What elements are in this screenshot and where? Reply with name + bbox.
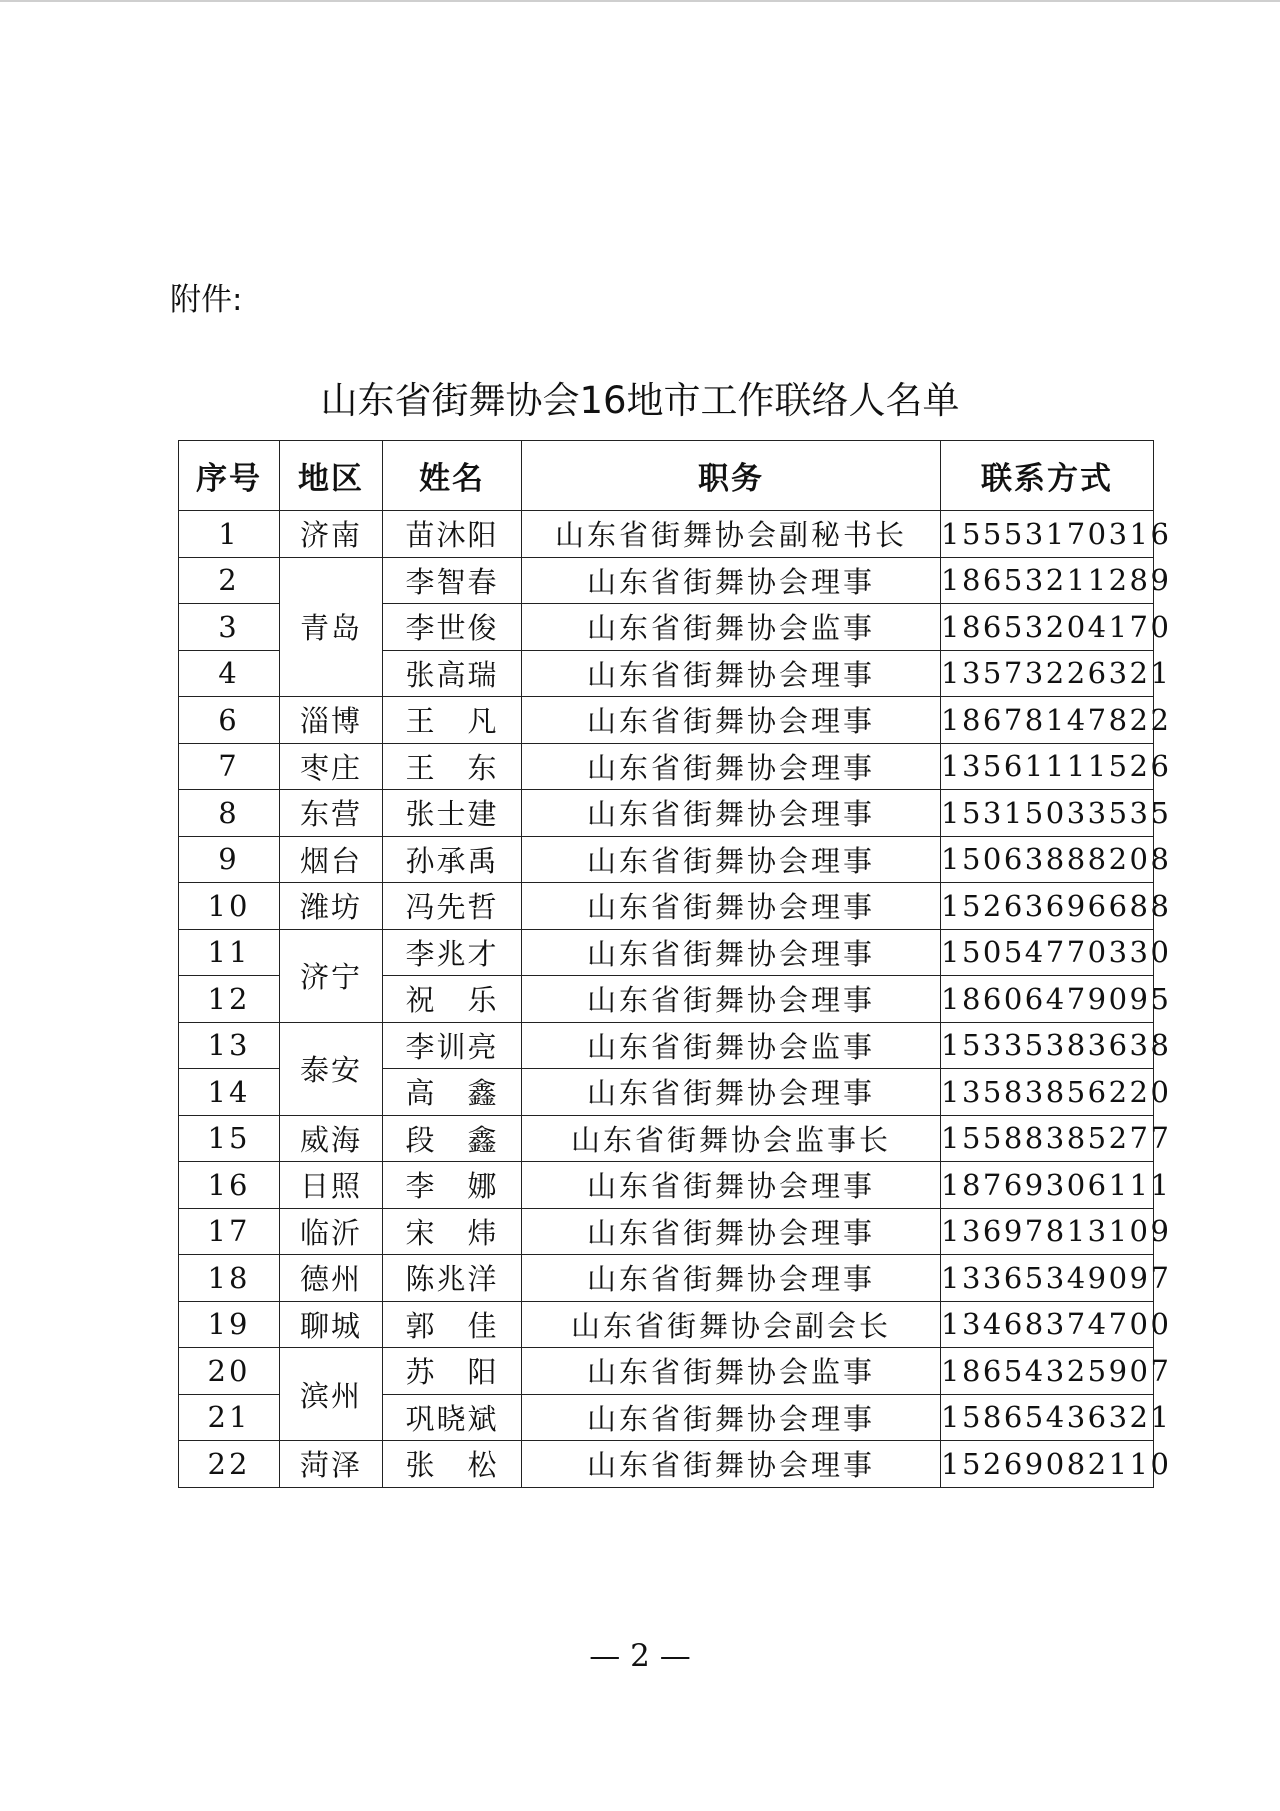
row-name: 苗沐阳 — [383, 511, 522, 558]
table-row — [179, 1348, 1154, 1395]
row-position: 山东省街舞协会理事 — [522, 790, 941, 837]
row-name: 苏 阳 — [383, 1348, 522, 1395]
row-no: 4 — [179, 650, 280, 697]
row-name: 祝 乐 — [383, 976, 522, 1023]
row-region: 德州 — [280, 1255, 383, 1302]
row-contact: 13561111526 — [941, 743, 1154, 790]
row-name: 李兆才 — [383, 929, 522, 976]
row-position: 山东省街舞协会理事 — [522, 1069, 941, 1116]
row-contact: 15315033535 — [941, 790, 1154, 837]
row-region: 泰安 — [280, 1022, 383, 1115]
row-no: 16 — [179, 1162, 280, 1209]
row-contact: 13468374700 — [941, 1301, 1154, 1348]
row-name: 王 凡 — [383, 697, 522, 744]
row-name: 张 松 — [383, 1441, 522, 1488]
header-no: 序号 — [179, 441, 280, 511]
row-name: 冯先哲 — [383, 883, 522, 930]
row-region: 青岛 — [280, 557, 383, 697]
row-name: 陈兆洋 — [383, 1255, 522, 1302]
row-no: 8 — [179, 790, 280, 837]
row-no: 18 — [179, 1255, 280, 1302]
table-row — [179, 1115, 1154, 1162]
row-position: 山东省街舞协会理事 — [522, 976, 941, 1023]
header-contact: 联系方式 — [941, 441, 1154, 511]
document-title: 山东省街舞协会16地市工作联络人名单 — [320, 379, 960, 422]
table-row — [179, 1162, 1154, 1209]
table-row — [179, 929, 1154, 976]
row-no: 21 — [179, 1394, 280, 1441]
row-name: 李训亮 — [383, 1022, 522, 1069]
row-region: 滨州 — [280, 1348, 383, 1441]
row-position: 山东省街舞协会理事 — [522, 697, 941, 744]
row-position: 山东省街舞协会理事 — [522, 929, 941, 976]
row-region: 威海 — [280, 1115, 383, 1162]
row-position: 山东省街舞协会理事 — [522, 557, 941, 604]
row-name: 段 鑫 — [383, 1115, 522, 1162]
row-region: 济南 — [280, 511, 383, 558]
row-no: 11 — [179, 929, 280, 976]
row-name: 郭 佳 — [383, 1301, 522, 1348]
row-no: 20 — [179, 1348, 280, 1395]
table-row — [179, 1441, 1154, 1488]
header-region: 地区 — [280, 441, 383, 511]
table-header-row — [179, 441, 1154, 511]
row-position: 山东省街舞协会理事 — [522, 1255, 941, 1302]
row-name: 张高瑞 — [383, 650, 522, 697]
row-position: 山东省街舞协会监事 — [522, 604, 941, 651]
row-contact: 15063888208 — [941, 836, 1154, 883]
row-name: 李智春 — [383, 557, 522, 604]
row-no: 15 — [179, 1115, 280, 1162]
row-no: 7 — [179, 743, 280, 790]
row-region: 日照 — [280, 1162, 383, 1209]
row-region: 潍坊 — [280, 883, 383, 930]
table-row — [179, 1255, 1154, 1302]
row-position: 山东省街舞协会副会长 — [522, 1301, 941, 1348]
header-position: 职务 — [522, 441, 941, 511]
row-contact: 18654325907 — [941, 1348, 1154, 1395]
row-name: 张士建 — [383, 790, 522, 837]
row-name: 王 东 — [383, 743, 522, 790]
row-no: 1 — [179, 511, 280, 558]
row-contact: 15588385277 — [941, 1115, 1154, 1162]
row-contact: 18678147822 — [941, 697, 1154, 744]
row-position: 山东省街舞协会理事 — [522, 1441, 941, 1488]
row-position: 山东省街舞协会理事 — [522, 836, 941, 883]
row-position: 山东省街舞协会理事 — [522, 743, 941, 790]
row-contact: 15865436321 — [941, 1394, 1154, 1441]
row-no: 17 — [179, 1208, 280, 1255]
table-row — [179, 883, 1154, 930]
page-number: — 2 — — [589, 1638, 691, 1674]
row-position: 山东省街舞协会理事 — [522, 1208, 941, 1255]
row-name: 李 娜 — [383, 1162, 522, 1209]
row-position: 山东省街舞协会理事 — [522, 883, 941, 930]
row-position: 山东省街舞协会理事 — [522, 1394, 941, 1441]
table-row — [179, 511, 1154, 558]
row-contact: 13573226321 — [941, 650, 1154, 697]
header-name: 姓名 — [383, 441, 522, 511]
row-no: 2 — [179, 557, 280, 604]
row-no: 22 — [179, 1441, 280, 1488]
table-row — [179, 1022, 1154, 1069]
table-row — [179, 836, 1154, 883]
row-contact: 15553170316 — [941, 511, 1154, 558]
row-contact: 18769306111 — [941, 1162, 1154, 1209]
row-region: 淄博 — [280, 697, 383, 744]
row-contact: 15335383638 — [941, 1022, 1154, 1069]
row-region: 菏泽 — [280, 1441, 383, 1488]
row-region: 聊城 — [280, 1301, 383, 1348]
table-row — [179, 790, 1154, 837]
row-contact: 15263696688 — [941, 883, 1154, 930]
row-no: 13 — [179, 1022, 280, 1069]
table-row — [179, 697, 1154, 744]
row-contact: 18606479095 — [941, 976, 1154, 1023]
row-position: 山东省街舞协会理事 — [522, 650, 941, 697]
attachment-label: 附件: — [170, 282, 243, 318]
table-row — [179, 743, 1154, 790]
row-name: 巩晓斌 — [383, 1394, 522, 1441]
row-contact: 15269082110 — [941, 1441, 1154, 1488]
row-no: 19 — [179, 1301, 280, 1348]
table-row — [179, 557, 1154, 604]
row-contact: 13697813109 — [941, 1208, 1154, 1255]
row-no: 10 — [179, 883, 280, 930]
row-no: 3 — [179, 604, 280, 651]
row-contact: 15054770330 — [941, 929, 1154, 976]
row-contact: 18653211289 — [941, 557, 1154, 604]
row-position: 山东省街舞协会监事 — [522, 1022, 941, 1069]
table-row — [179, 1301, 1154, 1348]
row-name: 高 鑫 — [383, 1069, 522, 1116]
table-row — [179, 1208, 1154, 1255]
row-region: 烟台 — [280, 836, 383, 883]
row-name: 宋 炜 — [383, 1208, 522, 1255]
row-position: 山东省街舞协会副秘书长 — [522, 511, 941, 558]
row-region: 枣庄 — [280, 743, 383, 790]
row-contact: 18653204170 — [941, 604, 1154, 651]
row-no: 6 — [179, 697, 280, 744]
row-region: 济宁 — [280, 929, 383, 1022]
row-position: 山东省街舞协会监事长 — [522, 1115, 941, 1162]
contact-table — [178, 440, 1172, 1488]
row-no: 9 — [179, 836, 280, 883]
row-contact: 13365349097 — [941, 1255, 1154, 1302]
row-name: 李世俊 — [383, 604, 522, 651]
row-no: 14 — [179, 1069, 280, 1116]
row-region: 东营 — [280, 790, 383, 837]
row-position: 山东省街舞协会监事 — [522, 1348, 941, 1395]
row-no: 12 — [179, 976, 280, 1023]
row-name: 孙承禹 — [383, 836, 522, 883]
row-region: 临沂 — [280, 1208, 383, 1255]
row-position: 山东省街舞协会理事 — [522, 1162, 941, 1209]
row-contact: 13583856220 — [941, 1069, 1154, 1116]
